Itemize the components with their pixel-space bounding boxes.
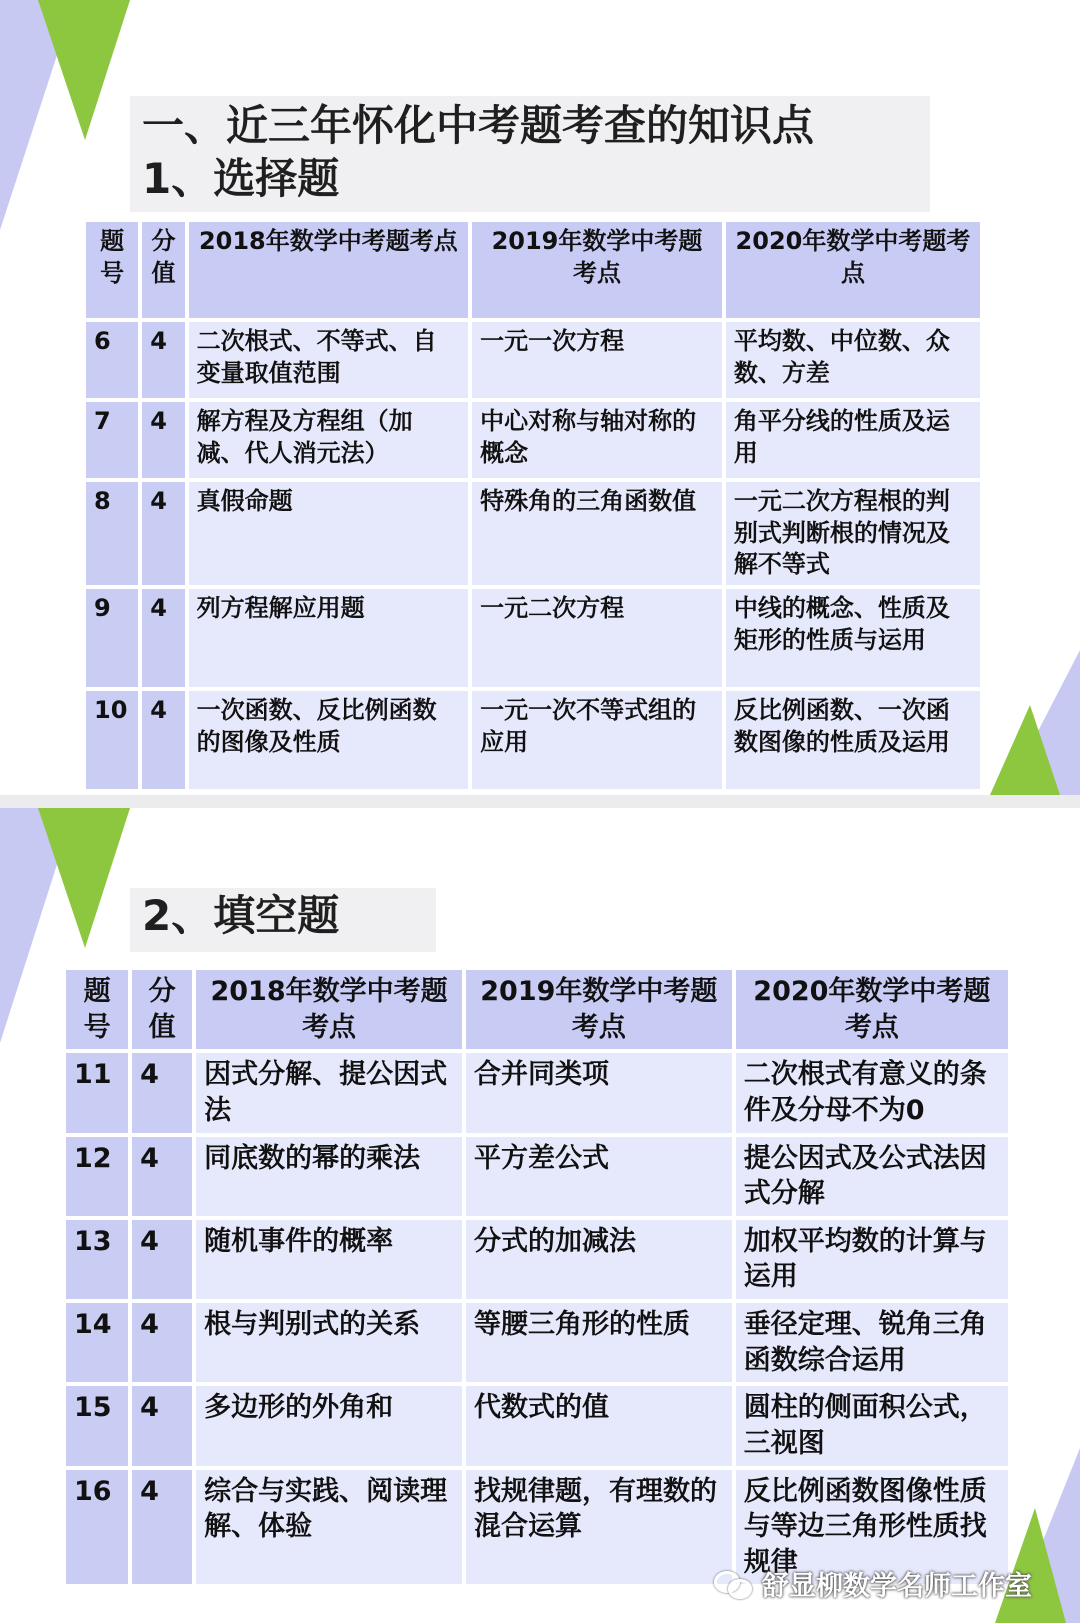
question-number: 9 <box>86 589 138 687</box>
question-number: 11 <box>66 1053 128 1132</box>
score-value: 4 <box>142 482 184 585</box>
topic-2018: 列方程解应用题 <box>189 589 468 687</box>
table-header-row <box>66 970 1008 1049</box>
title-line-1: 一、近三年怀化中考题考查的知识点 <box>142 101 815 150</box>
topic-2018: 根与判别式的关系 <box>196 1303 462 1382</box>
slide-1 <box>0 0 1080 795</box>
question-number: 6 <box>86 322 138 398</box>
watermark <box>714 1564 1032 1603</box>
topic-2018: 二次根式、不等式、自变量取值范围 <box>189 322 468 398</box>
fill-blank-table <box>62 966 1012 1588</box>
topic-2018: 因式分解、提公因式法 <box>196 1053 462 1132</box>
question-number: 14 <box>66 1303 128 1382</box>
header-cell: 2019年数学中考题考点 <box>472 222 722 318</box>
topic-2019: 等腰三角形的性质 <box>466 1303 732 1382</box>
section-title <box>130 96 930 212</box>
header-cell: 题号 <box>66 970 128 1049</box>
wechat-icon <box>714 1569 754 1599</box>
topic-2020: 反比例函数、一次函数图像的性质及运用 <box>726 691 980 789</box>
table-row <box>86 402 980 478</box>
table-row <box>86 482 980 585</box>
table-row <box>86 322 980 398</box>
topic-2020: 提公因式及公式法因式分解 <box>736 1137 1008 1216</box>
question-number: 12 <box>66 1137 128 1216</box>
topic-2019: 中心对称与轴对称的概念 <box>472 402 722 478</box>
table-header-row <box>86 222 980 318</box>
table-row <box>86 691 980 789</box>
score-value: 4 <box>132 1386 192 1465</box>
topic-2019: 分式的加减法 <box>466 1220 732 1299</box>
table-row <box>86 589 980 687</box>
topic-2018: 随机事件的概率 <box>196 1220 462 1299</box>
section-title <box>130 888 436 952</box>
header-cell: 2018年数学中考题考点 <box>189 222 468 318</box>
topic-2019: 一元一次不等式组的应用 <box>472 691 722 789</box>
choice-question-table <box>82 218 984 793</box>
score-value: 4 <box>132 1470 192 1585</box>
topic-2020: 圆柱的侧面积公式，三视图 <box>736 1386 1008 1465</box>
header-cell: 分值 <box>142 222 184 318</box>
topic-2018: 解方程及方程组（加减、代人消元法） <box>189 402 468 478</box>
topic-2020: 角平分线的性质及运用 <box>726 402 980 478</box>
title-line-2: 1、选择题 <box>142 153 340 203</box>
topic-2020: 垂径定理、锐角三角函数综合运用 <box>736 1303 1008 1382</box>
topic-2019: 一元二次方程 <box>472 589 722 687</box>
topic-2020: 平均数、中位数、众数、方差 <box>726 322 980 398</box>
title-line: 2、填空题 <box>142 891 340 940</box>
topic-2020: 加权平均数的计算与运用 <box>736 1220 1008 1299</box>
topic-2019: 平方差公式 <box>466 1137 732 1216</box>
topic-2019: 找规律题，有理数的混合运算 <box>466 1470 732 1585</box>
score-value: 4 <box>142 322 184 398</box>
table-row <box>66 1137 1008 1216</box>
header-cell: 2019年数学中考题考点 <box>466 970 732 1049</box>
question-number: 7 <box>86 402 138 478</box>
score-value: 4 <box>142 589 184 687</box>
topic-2020: 中线的概念、性质及矩形的性质与运用 <box>726 589 980 687</box>
slide-2 <box>0 808 1080 1623</box>
header-cell: 2020年数学中考题考点 <box>736 970 1008 1049</box>
topic-2018: 真假命题 <box>189 482 468 585</box>
score-value: 4 <box>132 1220 192 1299</box>
score-value: 4 <box>142 402 184 478</box>
score-value: 4 <box>132 1053 192 1132</box>
watermark-text: 舒显柳数学名师工作室 <box>762 1571 1032 1602</box>
topic-2019: 一元一次方程 <box>472 322 722 398</box>
header-cell: 题号 <box>86 222 138 318</box>
topic-2020: 一元二次方程根的判别式判断根的情况及解不等式 <box>726 482 980 585</box>
score-value: 4 <box>132 1303 192 1382</box>
question-number: 8 <box>86 482 138 585</box>
topic-2018: 综合与实践、阅读理解、体验 <box>196 1470 462 1585</box>
topic-2018: 一次函数、反比例函数的图像及性质 <box>189 691 468 789</box>
header-cell: 2020年数学中考题考点 <box>726 222 980 318</box>
topic-2019: 代数式的值 <box>466 1386 732 1465</box>
table-row <box>66 1220 1008 1299</box>
question-number: 16 <box>66 1470 128 1585</box>
header-cell: 2018年数学中考题考点 <box>196 970 462 1049</box>
question-number: 15 <box>66 1386 128 1465</box>
topic-2019: 特殊角的三角函数值 <box>472 482 722 585</box>
topic-2018: 多边形的外角和 <box>196 1386 462 1465</box>
table-row <box>66 1303 1008 1382</box>
topic-2019: 合并同类项 <box>466 1053 732 1132</box>
score-value: 4 <box>142 691 184 789</box>
table-row <box>66 1053 1008 1132</box>
score-value: 4 <box>132 1137 192 1216</box>
topic-2020: 反比例函数图像性质与等边三角形性质找规律 <box>736 1470 1008 1585</box>
table-row <box>66 1386 1008 1465</box>
header-cell: 分值 <box>132 970 192 1049</box>
topic-2020: 二次根式有意义的条件及分母不为0 <box>736 1053 1008 1132</box>
question-number: 10 <box>86 691 138 789</box>
topic-2018: 同底数的幂的乘法 <box>196 1137 462 1216</box>
question-number: 13 <box>66 1220 128 1299</box>
